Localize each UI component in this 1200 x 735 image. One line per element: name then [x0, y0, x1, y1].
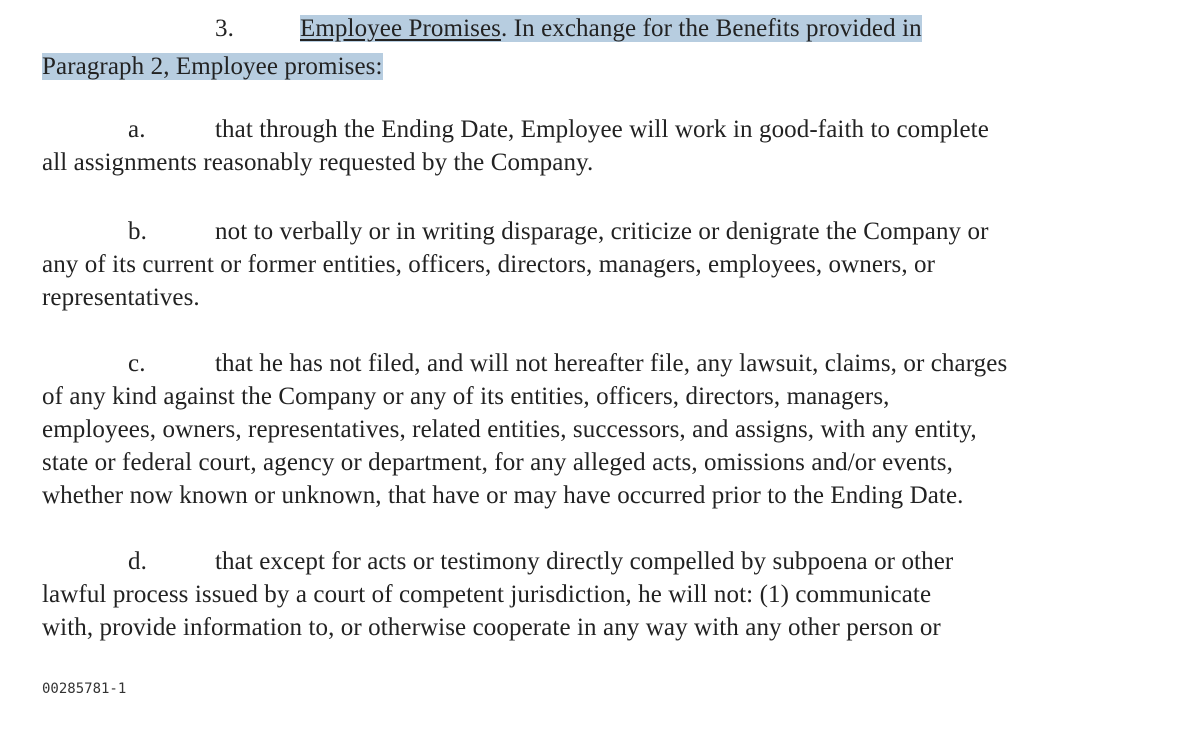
- item-a-line2: all assignments reasonably requested by the Company.: [42, 149, 594, 176]
- item-marker-c: c.: [128, 350, 146, 377]
- item-b-line3: representatives.: [42, 284, 200, 311]
- item-a-line1: that through the Ending Date, Employee will work in good-faith to complete: [215, 116, 989, 143]
- item-c-line1: that he has not filed, and will not hereafter file, any lawsuit, claims, or charges: [215, 350, 1008, 377]
- section-heading-line: [300, 12, 922, 45]
- item-c-line3: employees, owners, representatives, related entities, successors, and assigns, with any entity,: [42, 416, 977, 443]
- item-d-line2: lawful process issued by a court of competent jurisdiction, he will not: (1) communicate: [42, 581, 932, 608]
- item-d-line3: with, provide information to, or otherwise cooperate in any way with any other person or: [42, 614, 941, 641]
- item-marker-b: b.: [128, 218, 147, 245]
- section-intro-line2: Paragraph 2, Employee promises:: [42, 53, 383, 80]
- section-number: 3.: [215, 15, 234, 42]
- item-d-line1: that except for acts or testimony directly compelled by subpoena or other: [215, 548, 954, 575]
- section-intro-line2-row: [42, 50, 383, 83]
- document-id: 00285781-1: [42, 681, 127, 697]
- section-intro-line1: In exchange for the Benefits provided in: [507, 15, 922, 42]
- item-marker-a: a.: [128, 116, 146, 143]
- section-heading-tail: .: [500, 15, 508, 42]
- item-c-line4: state or federal court, agency or department, for any alleged acts, omissions and/or events,: [42, 449, 953, 476]
- section-heading: Employee Promises: [300, 15, 501, 42]
- item-c-line2: of any kind against the Company or any of its entities, officers, directors, managers,: [42, 383, 890, 410]
- item-b-line1: not to verbally or in writing disparage, criticize or denigrate the Company or: [215, 218, 989, 245]
- item-b-line2: any of its current or former entities, officers, directors, managers, employees, owners, or: [42, 251, 936, 278]
- item-c-line5: whether now known or unknown, that have or may have occurred prior to the Ending Date.: [42, 482, 964, 509]
- highlighted-heading-span: [300, 15, 922, 42]
- item-marker-d: d.: [128, 548, 147, 575]
